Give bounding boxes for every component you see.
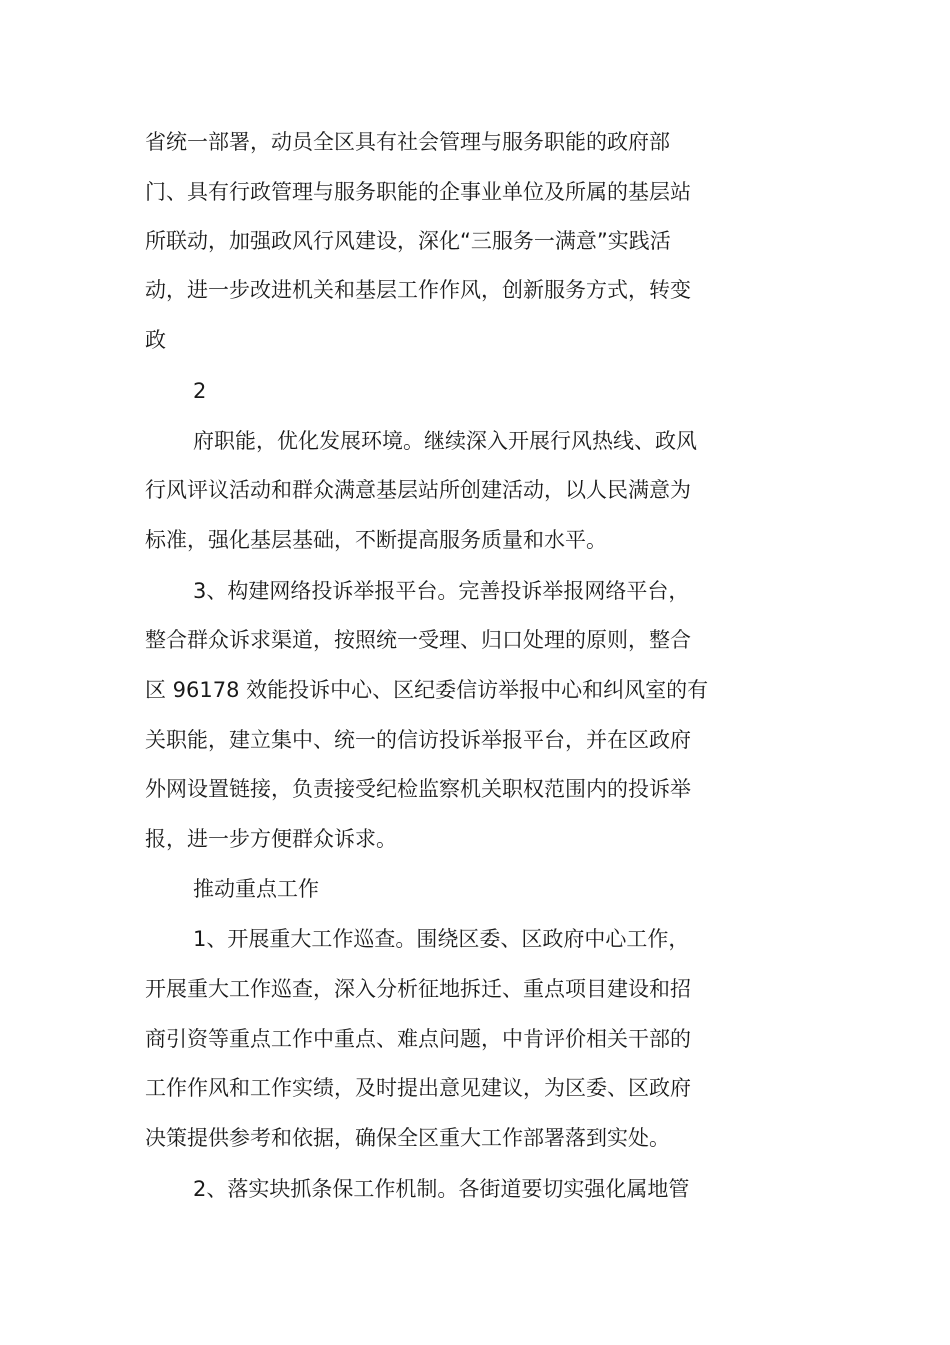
text-line: 3、构建网络投诉举报平台。完善投诉举报网络平台， <box>193 579 690 603</box>
text-line: 区 96178 效能投诉中心、区纪委信访举报中心和纠风室的有 <box>145 678 709 702</box>
text-line: 府职能，优化发展环境。继续深入开展行风热线、政风 <box>193 429 697 453</box>
text-line: 政 <box>145 328 166 352</box>
text-line: 工作作风和工作实绩，及时提出意见建议，为区委、区政府 <box>145 1076 691 1100</box>
text-line: 整合群众诉求渠道，按照统一受理、归口处理的原则，整合 <box>145 628 691 652</box>
text-line: 门、具有行政管理与服务职能的企事业单位及所属的基层站 <box>145 180 691 204</box>
text-line: 省统一部署，动员全区具有社会管理与服务职能的政府部 <box>145 130 670 154</box>
text-line: 报，进一步方便群众诉求。 <box>145 827 397 851</box>
text-line: 标准，强化基层基础，不断提高服务质量和水平。 <box>145 528 607 552</box>
section-heading: 推动重点工作 <box>193 877 319 901</box>
text-line: 决策提供参考和依据，确保全区重大工作部署落到实处。 <box>145 1126 670 1150</box>
text-line: 商引资等重点工作中重点、难点问题，中肯评价相关干部的 <box>145 1027 691 1051</box>
text-line: 1、开展重大工作巡查。围绕区委、区政府中心工作， <box>193 927 690 951</box>
text-line: 动，进一步改进机关和基层工作作风，创新服务方式，转变 <box>145 278 691 302</box>
text-line: 开展重大工作巡查，深入分析征地拆迁、重点项目建设和招 <box>145 977 691 1001</box>
text-line: 2、落实块抓条保工作机制。各街道要切实强化属地管 <box>193 1177 690 1201</box>
page-number: 2 <box>193 379 207 403</box>
text-line: 行风评议活动和群众满意基层站所创建活动，以人民满意为 <box>145 478 691 502</box>
text-line: 关职能，建立集中、统一的信访投诉举报平台，并在区政府 <box>145 728 691 752</box>
text-line: 所联动，加强政风行风建设，深化“三服务一满意”实践活 <box>145 229 671 253</box>
text-line: 外网设置链接，负责接受纪检监察机关职权范围内的投诉举 <box>145 777 691 801</box>
